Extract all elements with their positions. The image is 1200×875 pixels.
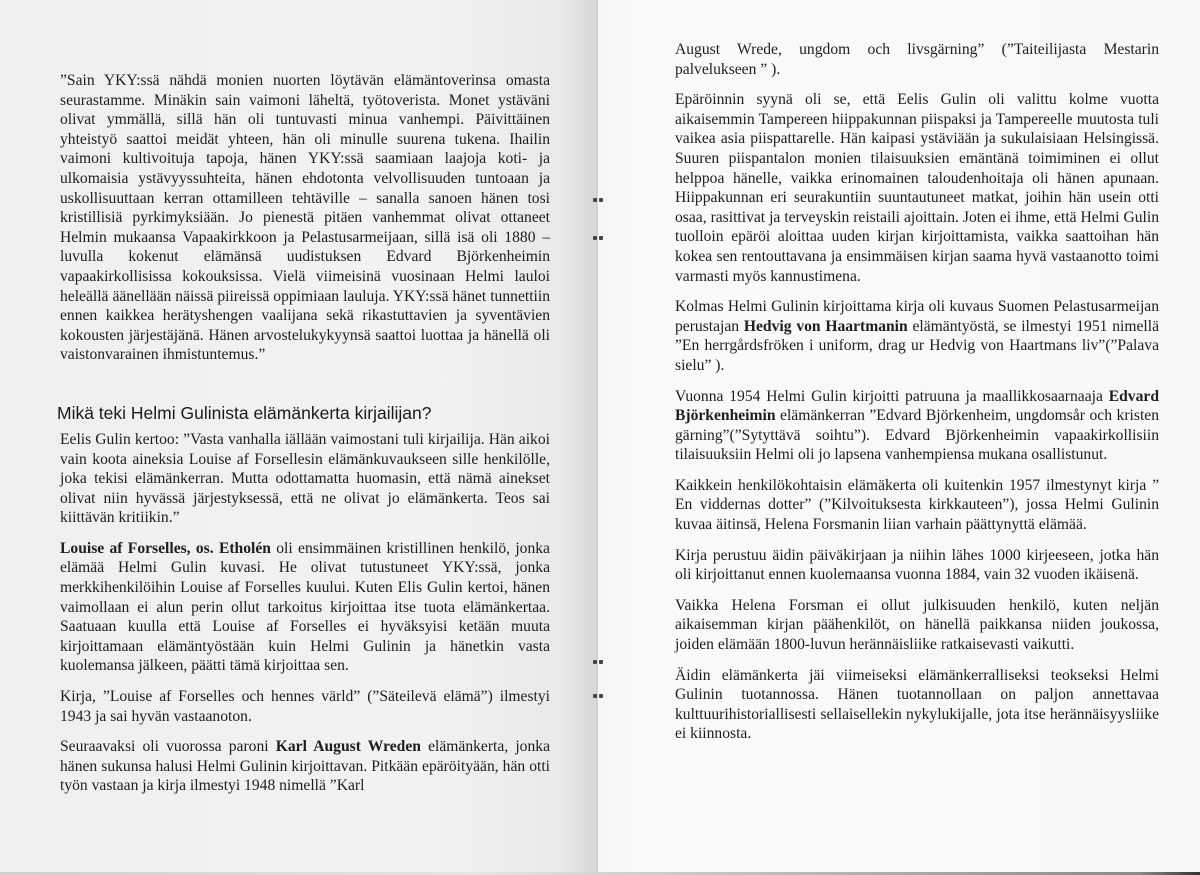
- bold-name-haartman: Hedvig von Haartmanin: [743, 317, 908, 335]
- paragraph-continued: August Wrede, ungdom och livsgärning” (”Taiteilijasta Mestarin palvelukseen ” ).: [675, 41, 1159, 78]
- staple-icon: [593, 196, 603, 204]
- paragraph-paivakirja: Kirja perustuu äidin päiväkirjaan ja niihin lähes 1000 kirjeeseen, jotka hän oli kirjoittanut ennen kuolemaansa vuonna 1884, vain 32 vuoden ikäisenä.: [675, 546, 1159, 584]
- paragraph-kirja: Kirja, ”Louise af Forselles och hennes värld” (”Säteilevä elämä”) ilmestyi 1943 ja sai hyvän vastaanoton.: [60, 688, 550, 725]
- paragraph-kolmas-text: elämäntyöstä, se ilmestyi 1951 nimellä ”En herrgårdsfröken i uniform, drag ur Hedvig von Haartmans liv”(”Palava sielu” ).: [675, 317, 1160, 374]
- paragraph-louise: [60, 539, 550, 676]
- paragraph-eelis: Eelis Gulin kertoo: ”Vasta vanhalla iällään vaimostani tuli kirjailija. Hän aikoi vain koota aineksia Louise af Forsellesin elämänkuvaukseen sille henkilölle, joka tekisi elämänkerran. Mutta odottamatta huomasin, että nämä ainekset olivat niin hyvässä järjestyksessä, että ne olivat jo elämänkerta. Teos sai kiittävän kritiikin.”: [60, 430, 550, 527]
- paragraph-1954-text: elämänkerran ”Edvard Björkenheim, ungdomsår och kristen gärning”(”Sytyttävä soihtu”). Edvard Björkenheimin vapaakirkollisiin tilaisuuksiin Helmi oli jo lapsena vanhempiensa mukana osallistunut.: [675, 407, 1159, 464]
- staple-icon: [593, 658, 603, 666]
- bold-name-bjorkenheim: Edvard Björkenheimin: [675, 387, 1159, 425]
- bold-name-louise: Louise af Forselles, os. Etholén: [60, 539, 271, 557]
- quote-paragraph: ”Sain YKY:ssä nähdä monien nuorten löytävän elämäntoverinsa omasta seurastamme. Minäkin sain vaimoni läheltä, työtoverista. Monet ystäväni olivat ymmällä, sillä hän oli tuntuvasti minua vanhempi. Päivittäinen yhteistyö saattoi meidät yhteen, hän oli minulle suurena tukena. Ihailin vaimoni kultivoituja tapoja, hänen YKY:ssä saamiaan laajoja koti- ja ulkomaisia ystävyyssuhteita, hänen ehdotonta velvollisuuden tuntoaan ja uskollisuuttaan kerran ottamilleen tehtäville – sanalla sanoen hänen tosi kristillisiä pyrkimyksiään. Jo pienestä pitäen vanhemmat olivat ottaneet Helmin mukaansa Vapaakirkkoon ja Pelastusarmeijaan, sillä isä oli 1880 – luvulla kokenut elämänsä uudistuksen Edvard Björkenheimin vapaakirkollisissa kokouksissa. Vielä viimeisinä vuosinaan Helmi lauloi heleällä äänellään näissä piireissä oppimiaan lauluja. YKY:ssä hänet tunnettiin ennen kaikkea herätyshengen vaalijana sekä rikastuttavien ja syventävien kokousten järjestäjänä. Hänen arvostelukykyynsä saattoi luottaa ja hänellä oli vaistonvarainen ihmistuntemus.”: [60, 72, 550, 364]
- paragraph-wrede-text: elämänkerta, jonka hänen sukunsa halusi Helmi Gulinin kirjoittavan. Pitkään epäröityään, hän otti työn vastaan ja kirja ilmestyi 1948 nimellä ”Karl: [60, 738, 550, 795]
- paragraph-louise-text: oli ensimmäinen kristillinen henkilö, jonka elämää Helmi Gulin kuvasi. He olivat tutustuneet YKY:ssä, jonka merkkihenkilöihin Louise af Forselles kuului. Kuten Elis Gulin kertoi, hänen vaimollaan ei alun perin ollut tarkoitus kirjoittaa itse tuota elämänkertaa. Saatuaan kuulla että Louise af Forselles ei hyväksyisi ketään muuta kirjoittamaan elämäntyöstään kuin Helmi Gulinin ja hänetkin vasta kuolemansa jälkeen, päätti tämä kirjoittaa sen.: [60, 539, 550, 675]
- paragraph-forsman: Vaikka Helena Forsman ei ollut julkisuuden henkilö, kuten neljän aikaisemman kirjan päähenkilöt, on hänellä paikkansa niiden joukossa, joiden elämään 1800-luvun herännäisliike ratkaisevasti vaikutti.: [675, 596, 1159, 654]
- paragraph-wrede: [60, 737, 550, 796]
- staple-icon: [593, 234, 603, 242]
- section-heading: Mikä teki Helmi Gulinista elämänkerta kirjailijan?: [57, 402, 432, 423]
- paragraph-aidin: Äidin elämänkerta jäi viimeiseksi elämänkerralliseksi teokseksi Helmi Gulinin tuotannossa. Hänen tuotannollaan on paljon annettavaa kulttuurihistoriallisesti sellaisellekin nykylukijalle, jota itse herännäisyysliike ei kiinnosta.: [675, 666, 1159, 743]
- paragraph-kolmas-pre: Kolmas Helmi Gulinin kirjoittama kirja oli kuvaus Suomen Pelastusarmeijan perustajan: [675, 298, 1159, 335]
- right-page-text: [675, 40, 1159, 755]
- paragraph-1954: [675, 387, 1159, 465]
- paragraph-kolmas: [675, 297, 1159, 375]
- left-page-text: [57, 71, 550, 807]
- book-spine: [596, 0, 598, 875]
- staple-icon: [593, 692, 603, 700]
- right-page: [597, 0, 1200, 875]
- paragraph-eparointi: Epäröinnin syynä oli se, että Eelis Gulin oli valittu kolme vuotta aikaisemmin Tampereen hiippakunnan piispaksi ja Tampereelle muutosta tuli vaikea asia piispattarelle. Hän kaipasi ystäviään ja sukulaisiaan Helsingissä. Suuren piispantalon monien tilaisuuksien emäntänä toimiminen ei ollut helppoa hänelle, vaikka erinomainen taloudenhoitaja oli hänen apunaan. Hiippakunnan eri seurakuntiin suuntautuneet matkat, joihin hän usein otti osaa, rasittivat ja terveyskin reistaili ajoittain. Joten ei ihme, että Helmi Gulin tuolloin epäröi aloittaa uuden kirjan kirjoittamista, vaikka saattoihan hän kokea sen rentouttavana ja ensimmäisen kirjan saama hyvä vastaanotto toimi varmasti myös kannustimena.: [675, 91, 1159, 285]
- left-page: [0, 0, 597, 875]
- paragraph-1954-pre: Vuonna 1954 Helmi Gulin kirjoitti patruuna ja maallikkosaarnaaja: [675, 387, 1109, 405]
- paragraph-1957: Kaikkein henkilökohtaisin elämäkerta oli kuitenkin 1957 ilmestynyt kirja ” En viddernas dotter” (”Kilvoituksesta kirkkauteen”), jossa Helmi Gulinin kuvaa äitinsä, Helena Forsmanin liian varhain päättynyttä elämää.: [675, 476, 1159, 534]
- bold-name-wrede: Karl August Wreden: [275, 738, 421, 756]
- paragraph-wrede-pre: Seuraavaksi oli vuorossa paroni: [60, 738, 276, 756]
